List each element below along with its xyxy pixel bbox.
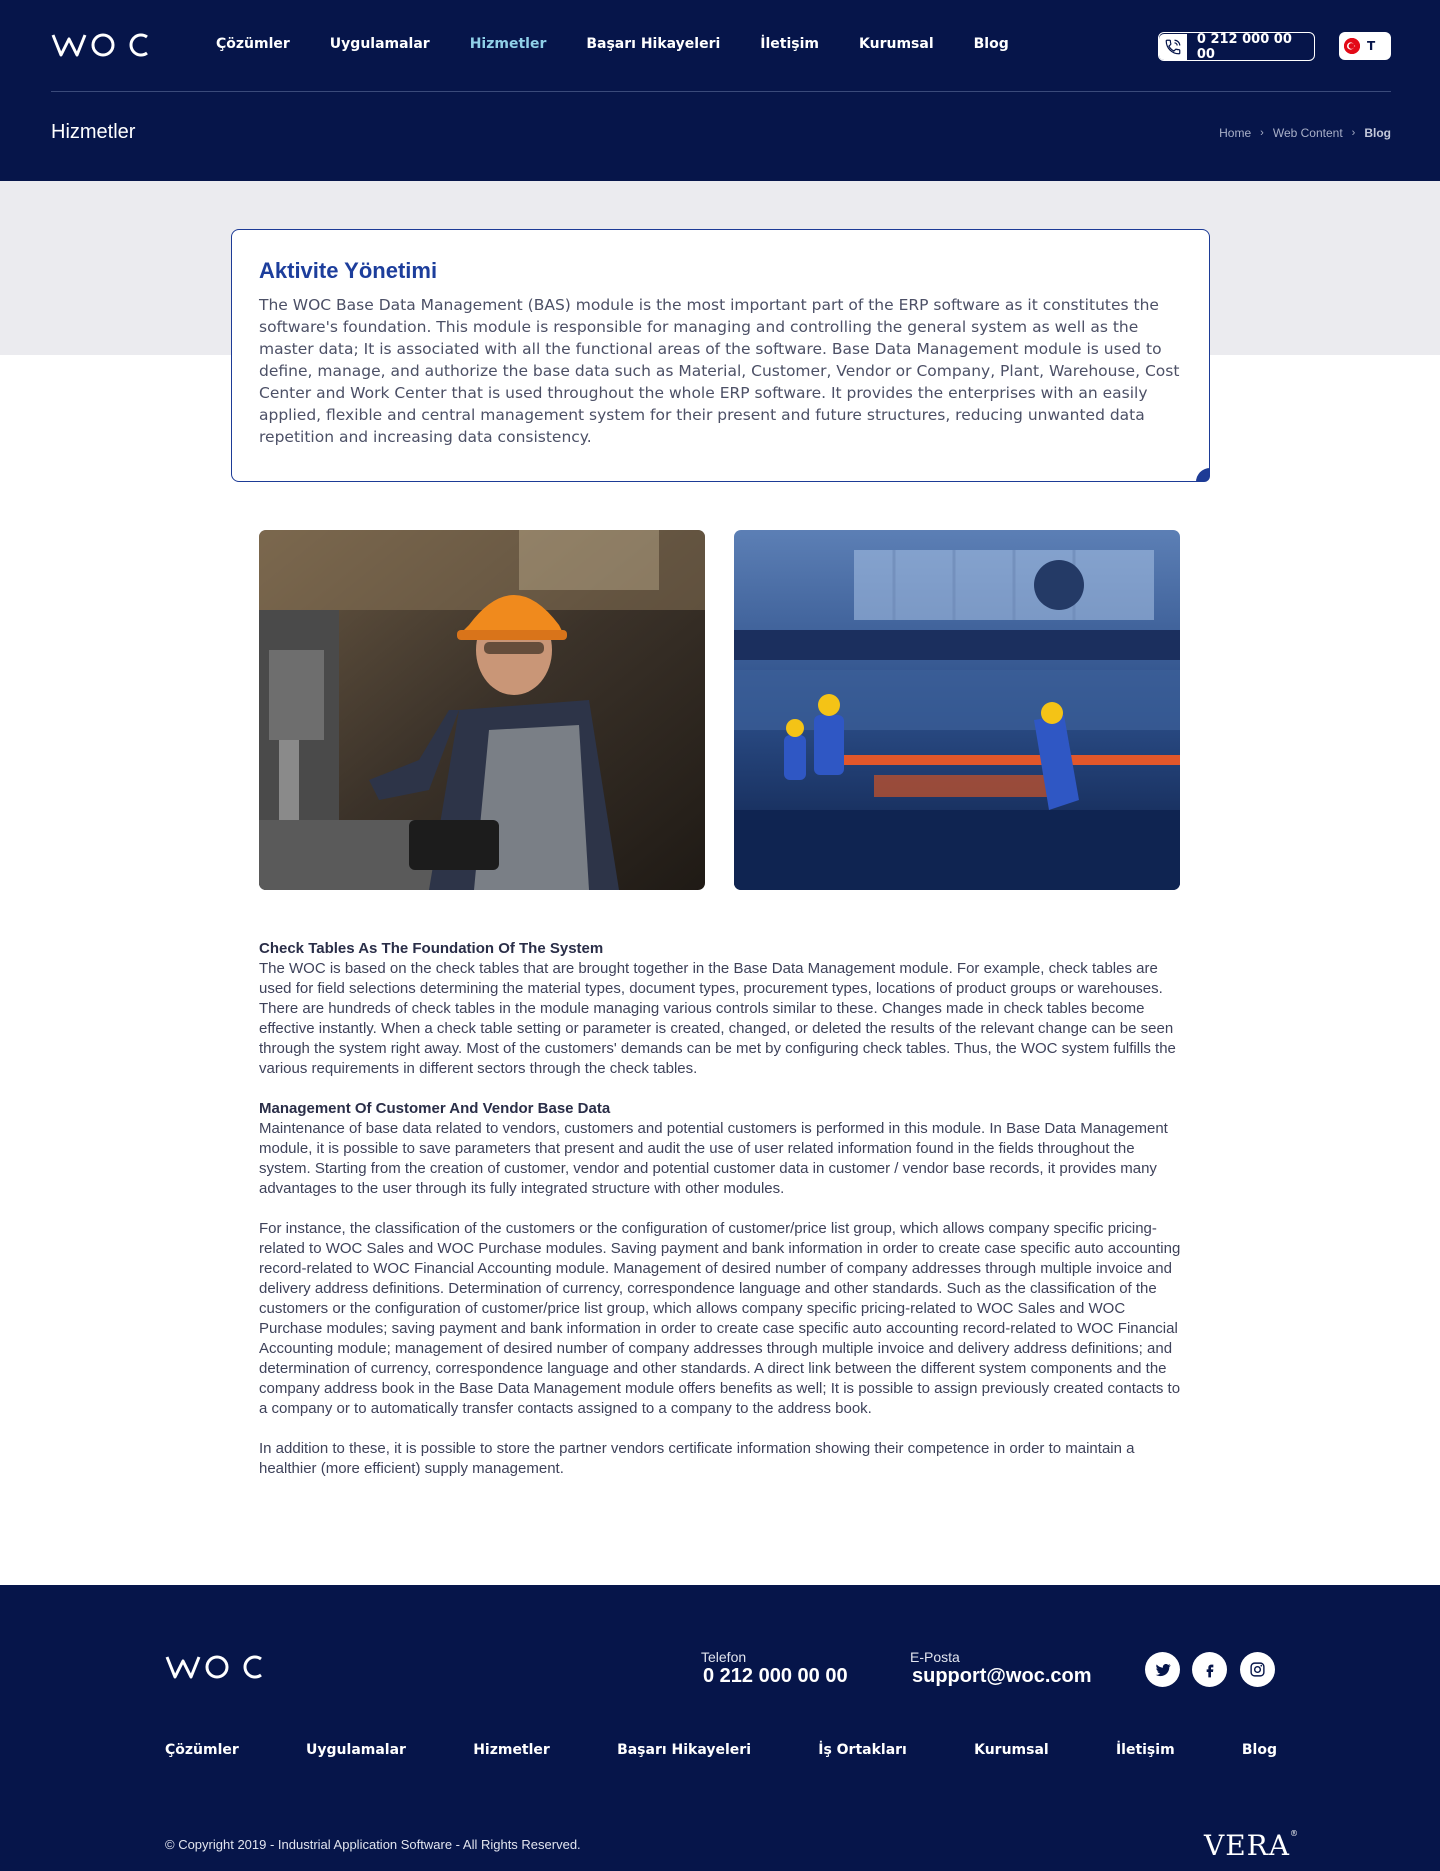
footer-phone-value[interactable]: 0 212 000 00 00	[703, 1665, 848, 1687]
footer-nav-hizmetler[interactable]: Hizmetler	[473, 1742, 550, 1758]
nav-item-uygulamalar[interactable]: Uygulamalar	[329, 36, 430, 52]
footer-nav	[165, 1742, 1277, 1758]
breadcrumb-current: Blog	[1364, 126, 1391, 140]
section-paragraph: In addition to these, it is possible to store the partner vendors certificate information showing their competence in order to maintain a healthier (more efficient) supply management.	[259, 1440, 1135, 1477]
steel-factory-photo	[734, 530, 1180, 890]
turkey-flag-icon	[1344, 38, 1360, 54]
worker-drill-photo	[259, 530, 705, 890]
breadcrumb-web-content[interactable]: Web Content	[1272, 126, 1343, 140]
section-paragraph: The WOC is based on the check tables that are brought together in the Base Data Management module. For example, check tables are used for field selections determining the material types, document types, procurement types, locations of product groups or warehouses. There are hundreds of check tables in the module managing various controls similar to these. Changes made in check tables become effective instantly. When a check table setting or parameter is created, changed, or deleted the results of the relevant change can be seen through the system right away. Most of the customers' demands can be met by configuring check tables. Thus, the WOC system fulfills the various requirements in different sectors through the check tables.	[259, 960, 1176, 1077]
language-selector[interactable]	[1339, 32, 1391, 60]
footer-nav-uygulamalar[interactable]: Uygulamalar	[306, 1742, 406, 1758]
vera-credit-logo[interactable]: VERA®	[1204, 1829, 1299, 1862]
footer-phone-label: Telefon	[701, 1649, 747, 1665]
twitter-icon[interactable]	[1145, 1652, 1180, 1687]
intro-card-title: Aktivite Yönetimi	[259, 258, 438, 283]
site-header	[0, 0, 1440, 181]
header-phone-number: 0 212 000 00 00	[1196, 31, 1292, 62]
nav-item-iletisim[interactable]: İletişim	[760, 36, 820, 52]
chevron-right-icon: ›	[1260, 127, 1264, 139]
nav-item-kurumsal[interactable]: Kurumsal	[859, 36, 934, 52]
nav-item-hizmetler[interactable]: Hizmetler	[469, 36, 547, 52]
footer-nav-blog[interactable]: Blog	[1241, 1742, 1277, 1758]
footer-nav-is-ortaklari[interactable]: İş Ortakları	[818, 1742, 907, 1758]
facebook-icon[interactable]	[1192, 1652, 1227, 1687]
footer-nav-kurumsal[interactable]: Kurumsal	[974, 1742, 1049, 1758]
copyright-text: © Copyright 2019 - Industrial Application Software - All Rights Reserved.	[165, 1837, 581, 1852]
footer-woc-logo[interactable]	[165, 1653, 265, 1681]
card-corner-decoration	[1196, 468, 1210, 482]
section-heading: Check Tables As The Foundation Of The System	[259, 940, 604, 957]
woc-logo[interactable]	[51, 31, 151, 59]
footer-nav-iletisim[interactable]: İletişim	[1115, 1742, 1175, 1758]
breadcrumb-home[interactable]: Home	[1219, 126, 1252, 140]
nav-item-basari-hikayeleri[interactable]: Başarı Hikayeleri	[586, 36, 721, 52]
footer-nav-cozumler[interactable]: Çözümler	[165, 1742, 239, 1758]
site-footer	[0, 1585, 1440, 1871]
main-nav	[216, 36, 1049, 52]
phone-icon	[1159, 34, 1187, 60]
article-body	[259, 939, 1184, 1499]
section-paragraph: Maintenance of base data related to vendors, customers and potential customers is performed in this module. In Base Data Management module, it is possible to save parameters that present and audit the use of user related information found in the fields throughout the system. Starting from the creation of customer, vendor and potential customer data in customer / vendor base records, it provides many advantages to the user through its fully integrated structure with other modules.	[259, 1120, 1168, 1197]
phone-button[interactable]	[1158, 32, 1315, 61]
section-paragraph: For instance, the classification of the customers or the configuration of customer/price list group, which allows company specific pricing-related to WOC Sales and WOC Purchase modules. Saving payment and bank information in order to create case specific auto accounting record-related to WOC Financial Accounting module. Management of desired number of company addresses through multiple invoice and delivery address definitions. Determination of currency, correspondence language and other standards. Such as the classification of the customers or the configuration of customer/price list group, which allows company specific pricing-related to WOC Sales and WOC Purchase modules; saving payment and bank information in order to create case specific auto accounting record-related to WOC Financial Accounting module; management of desired number of company addresses through multiple invoice and delivery address definitions; and determination of currency, correspondence language and other standards. A direct link between the different system components and the company address book in the Base Data Management module offers benefits as well; It is possible to assign previously created contacts to a company or to automatically transfer contacts assigned to a company to the address book.	[259, 1220, 1181, 1417]
page-title: Hizmetler	[51, 121, 136, 143]
vera-credit-text: VERA	[1204, 1829, 1290, 1862]
intro-card-text: The WOC Base Data Management (BAS) module is the most important part of the ERP software as it constitutes the software's foundation. This module is responsible for managing and controlling the general system as well as the master data; It is associated with all the functional areas of the software. Base Data Management module is used to define, manage, and authorize the base data such as Material, Customer, Vendor or Company, Plant, Warehouse, Cost Center and Work Center that is used throughout the whole ERP software. It provides the enterprises with an easily applied, flexible and central management system for their present and future structures, reducing unwanted data repetition and increasing data consistency.	[259, 296, 1180, 446]
footer-nav-basari-hikayeleri[interactable]: Başarı Hikayeleri	[617, 1742, 751, 1758]
footer-email-value[interactable]: support@woc.com	[912, 1665, 1092, 1687]
nav-item-blog[interactable]: Blog	[973, 36, 1009, 52]
breadcrumb	[1219, 126, 1391, 140]
chevron-right-icon: ›	[1351, 127, 1356, 139]
footer-email-label: E-Posta	[910, 1649, 960, 1665]
photo-gallery	[259, 530, 1179, 890]
language-code: T	[1367, 39, 1376, 53]
section-heading: Management Of Customer And Vendor Base Data	[259, 1100, 611, 1117]
instagram-icon[interactable]	[1240, 1652, 1275, 1687]
intro-card	[231, 229, 1210, 482]
nav-item-cozumler[interactable]: Çözümler	[216, 36, 290, 52]
